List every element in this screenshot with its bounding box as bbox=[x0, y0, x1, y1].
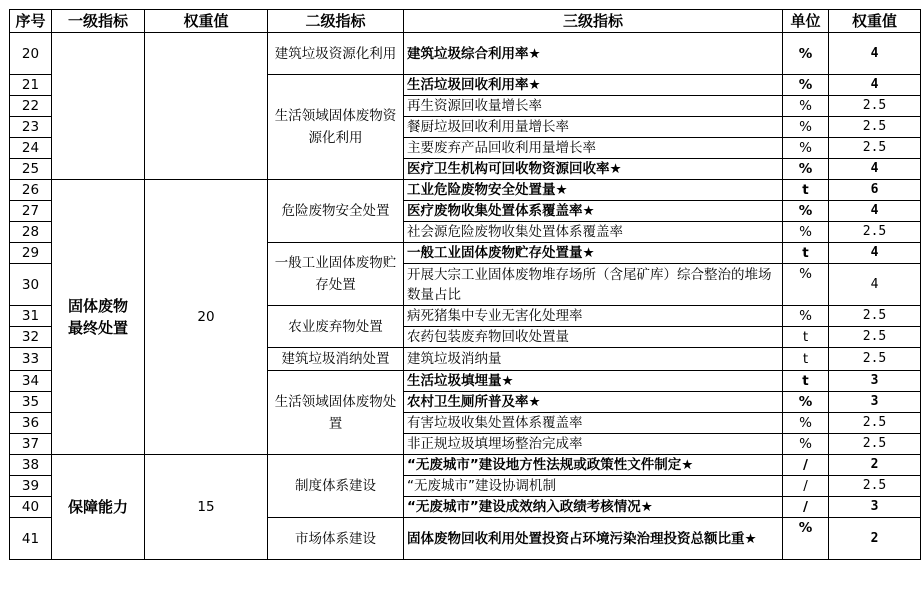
weight-cell: 2.5 bbox=[829, 348, 921, 371]
level3-indicator: 病死猪集中专业无害化处理率 bbox=[404, 306, 783, 327]
level3-indicator: 一般工业固体废物贮存处置量★ bbox=[404, 243, 783, 264]
row-number: 37 bbox=[10, 434, 52, 455]
row-number: 20 bbox=[10, 33, 52, 75]
weight-cell: 3 bbox=[829, 392, 921, 413]
weight-cell: 2.5 bbox=[829, 96, 921, 117]
unit-cell: t bbox=[783, 348, 829, 371]
row-number: 38 bbox=[10, 455, 52, 476]
level3-indicator: 医疗卫生机构可回收物资源回收率★ bbox=[404, 159, 783, 180]
level3-indicator: 非正规垃圾填埋场整治完成率 bbox=[404, 434, 783, 455]
header-no: 序号 bbox=[10, 10, 52, 33]
header-level2: 二级指标 bbox=[268, 10, 404, 33]
weight-cell: 4 bbox=[829, 159, 921, 180]
level2-cell: 生活领域固体废物处置 bbox=[268, 371, 404, 455]
unit-cell: % bbox=[783, 306, 829, 327]
weight-cell: 4 bbox=[829, 243, 921, 264]
unit-cell: % bbox=[783, 33, 829, 75]
row-number: 23 bbox=[10, 117, 52, 138]
level3-indicator: 生活垃圾填埋量★ bbox=[404, 371, 783, 392]
level1-cell: 保障能力 bbox=[52, 455, 145, 560]
unit-cell: % bbox=[783, 518, 829, 560]
unit-cell: t bbox=[783, 180, 829, 201]
level2-cell: 危险废物安全处置 bbox=[268, 180, 404, 243]
weight-cell: 4 bbox=[829, 33, 921, 75]
table-row bbox=[10, 455, 921, 476]
weight-cell: 2 bbox=[829, 455, 921, 476]
level3-indicator: 工业危险废物安全处置量★ bbox=[404, 180, 783, 201]
table-row bbox=[10, 33, 921, 75]
level1-weight: 15 bbox=[145, 455, 268, 560]
level3-indicator: 固体废物回收利用处置投资占环境污染治理投资总额比重★ bbox=[404, 518, 783, 560]
unit-cell: t bbox=[783, 371, 829, 392]
level1-cell bbox=[52, 33, 145, 180]
unit-cell: % bbox=[783, 138, 829, 159]
level2-cell: 市场体系建设 bbox=[268, 518, 404, 560]
weight-cell: 2.5 bbox=[829, 117, 921, 138]
weight-cell: 2.5 bbox=[829, 413, 921, 434]
unit-cell: % bbox=[783, 201, 829, 222]
header-weight1: 权重值 bbox=[145, 10, 268, 33]
header-level3: 三级指标 bbox=[404, 10, 783, 33]
level3-indicator: 餐厨垃圾回收利用量增长率 bbox=[404, 117, 783, 138]
level3-indicator: 社会源危险废物收集处置体系覆盖率 bbox=[404, 222, 783, 243]
unit-cell: % bbox=[783, 434, 829, 455]
level2-cell: 建筑垃圾消纳处置 bbox=[268, 348, 404, 371]
level1-cell: 固体废物 最终处置 bbox=[52, 180, 145, 455]
table-row bbox=[10, 180, 921, 201]
level3-indicator: “无废城市”建设成效纳入政绩考核情况★ bbox=[404, 497, 783, 518]
weight-cell: 2.5 bbox=[829, 476, 921, 497]
unit-cell: % bbox=[783, 222, 829, 243]
row-number: 35 bbox=[10, 392, 52, 413]
level3-indicator: 开展大宗工业固体废物堆存场所（含尾矿库）综合整治的堆场数量占比 bbox=[404, 264, 783, 306]
level3-indicator: “无废城市”建设协调机制 bbox=[404, 476, 783, 497]
level2-cell: 一般工业固体废物贮存处置 bbox=[268, 243, 404, 306]
unit-cell: % bbox=[783, 96, 829, 117]
level3-indicator: 主要废弃产品回收利用量增长率 bbox=[404, 138, 783, 159]
unit-cell: / bbox=[783, 497, 829, 518]
row-number: 41 bbox=[10, 518, 52, 560]
indicator-table bbox=[9, 9, 921, 560]
row-number: 30 bbox=[10, 264, 52, 306]
weight-cell: 2 bbox=[829, 518, 921, 560]
weight-cell: 3 bbox=[829, 497, 921, 518]
row-number: 34 bbox=[10, 371, 52, 392]
header-weight2: 权重值 bbox=[829, 10, 921, 33]
row-number: 22 bbox=[10, 96, 52, 117]
unit-cell: % bbox=[783, 117, 829, 138]
level3-indicator: 医疗废物收集处置体系覆盖率★ bbox=[404, 201, 783, 222]
row-number: 39 bbox=[10, 476, 52, 497]
level3-indicator: 建筑垃圾消纳量 bbox=[404, 348, 783, 371]
level3-indicator: “无废城市”建设地方性法规或政策性文件制定★ bbox=[404, 455, 783, 476]
level1-weight bbox=[145, 33, 268, 180]
unit-cell: % bbox=[783, 159, 829, 180]
row-number: 32 bbox=[10, 327, 52, 348]
row-number: 40 bbox=[10, 497, 52, 518]
unit-cell: / bbox=[783, 476, 829, 497]
row-number: 25 bbox=[10, 159, 52, 180]
row-number: 27 bbox=[10, 201, 52, 222]
level3-indicator: 再生资源回收量增长率 bbox=[404, 96, 783, 117]
unit-cell: % bbox=[783, 264, 829, 306]
row-number: 26 bbox=[10, 180, 52, 201]
unit-cell: % bbox=[783, 413, 829, 434]
level2-cell: 制度体系建设 bbox=[268, 455, 404, 518]
level3-indicator: 农村卫生厕所普及率★ bbox=[404, 392, 783, 413]
row-number: 21 bbox=[10, 75, 52, 96]
row-number: 36 bbox=[10, 413, 52, 434]
weight-cell: 2.5 bbox=[829, 138, 921, 159]
row-number: 24 bbox=[10, 138, 52, 159]
weight-cell: 3 bbox=[829, 371, 921, 392]
weight-cell: 4 bbox=[829, 264, 921, 306]
unit-cell: / bbox=[783, 455, 829, 476]
row-number: 28 bbox=[10, 222, 52, 243]
level3-indicator: 农药包装废弃物回收处置量 bbox=[404, 327, 783, 348]
header-row bbox=[10, 10, 921, 33]
unit-cell: t bbox=[783, 327, 829, 348]
row-number: 33 bbox=[10, 348, 52, 371]
weight-cell: 2.5 bbox=[829, 222, 921, 243]
level2-cell: 生活领域固体废物资源化利用 bbox=[268, 75, 404, 180]
level3-indicator: 建筑垃圾综合利用率★ bbox=[404, 33, 783, 75]
row-number: 29 bbox=[10, 243, 52, 264]
level1-weight: 20 bbox=[145, 180, 268, 455]
weight-cell: 4 bbox=[829, 75, 921, 96]
unit-cell: % bbox=[783, 75, 829, 96]
level2-cell: 农业废弃物处置 bbox=[268, 306, 404, 348]
level2-cell: 建筑垃圾资源化利用 bbox=[268, 33, 404, 75]
weight-cell: 6 bbox=[829, 180, 921, 201]
header-level1: 一级指标 bbox=[52, 10, 145, 33]
weight-cell: 2.5 bbox=[829, 434, 921, 455]
level3-indicator: 生活垃圾回收利用率★ bbox=[404, 75, 783, 96]
level3-indicator: 有害垃圾收集处置体系覆盖率 bbox=[404, 413, 783, 434]
header-unit: 单位 bbox=[783, 10, 829, 33]
weight-cell: 4 bbox=[829, 201, 921, 222]
unit-cell: t bbox=[783, 243, 829, 264]
row-number: 31 bbox=[10, 306, 52, 327]
unit-cell: % bbox=[783, 392, 829, 413]
weight-cell: 2.5 bbox=[829, 327, 921, 348]
weight-cell: 2.5 bbox=[829, 306, 921, 327]
